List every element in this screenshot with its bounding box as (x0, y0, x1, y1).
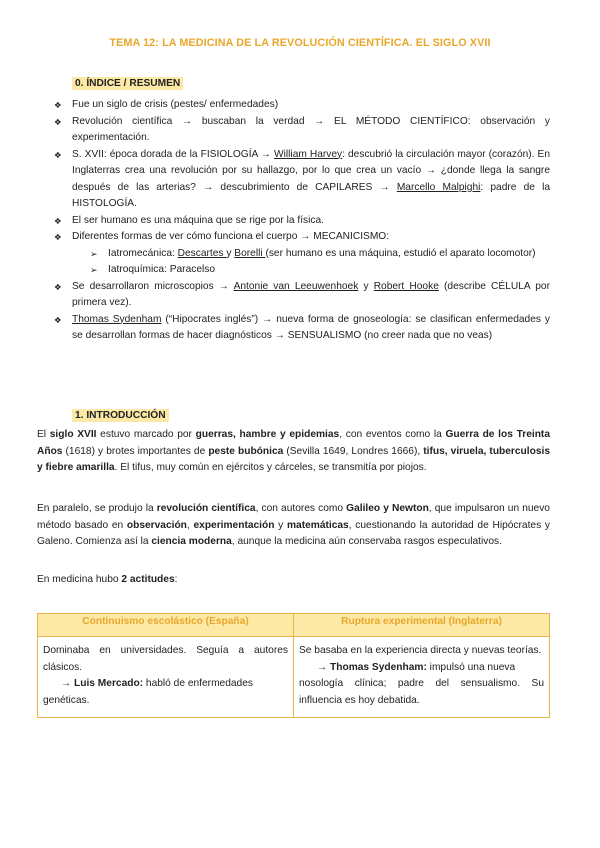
arrow-text: → (61, 678, 75, 689)
text-run: En paralelo, se produjo la (37, 503, 157, 514)
section-heading-index-label: 0. ÍNDICE / RESUMEN (72, 77, 183, 90)
section-heading-introduction (72, 408, 169, 425)
list-item (54, 312, 550, 345)
list-item (54, 114, 550, 147)
text-run: . El tifus, muy común en ejércitos y cárceles, se transmitía por piojos. (114, 462, 427, 473)
attitudes-table (37, 613, 550, 718)
text-run: , cuestionando la autoridad de Hipócrates y Galeno. Comienza así la (37, 519, 550, 547)
table-header-continuismo: Continuismo escolástico (España) (38, 614, 294, 637)
text-run: , con autores como (255, 503, 347, 514)
bullet-text: Revolución científica → buscaban la verdad → EL MÉTODO CIENTÍFICO: observación y experimentación. (72, 115, 550, 143)
cell-indented-line (299, 660, 544, 677)
bold-run: revolución científica (156, 503, 256, 514)
section-heading-index (72, 76, 183, 93)
list-item (54, 97, 550, 114)
list-item (54, 279, 550, 312)
bold-run: matemáticas (286, 519, 349, 531)
bold-run: siglo XVII (49, 429, 97, 440)
name-luis-mercado: Luis Mercado: (74, 678, 144, 689)
intro-paragraph-3 (37, 572, 550, 589)
table-row (38, 637, 550, 718)
bullet-text: : descubrió la circulación mayor (corazón). En Inglaterras crea una revolución por su hallazgo, por lo que crea un vacío → ¿donde llega la sangre después de las arterias? → descubrimiento de CAPILARES → (72, 148, 550, 193)
intro-paragraph-1 (37, 427, 550, 477)
bullet-text: (“Hipocrates inglés”) → nueva forma de gnoseología: se clasifican enfermedades y se desarrollan formas de hacer diagnósticos → SENSUALISMO (no creer nada que no veas) (72, 313, 550, 341)
text-run: y (274, 519, 287, 531)
cell-text: genéticas. (43, 694, 90, 706)
text-run: , que impulsaron un nuevo método basado en (37, 503, 550, 531)
list-item (54, 147, 550, 213)
list-item (72, 246, 550, 263)
page-title: TEMA 12: LA MEDICINA DE LA REVOLUCIÓN CIENTÍFICA. EL SIGLO XVII (109, 37, 491, 49)
cell-text: impulsó una nueva (426, 661, 516, 673)
bullet-text: y (358, 280, 374, 292)
text-run: , aunque la medicina aún conservaba rasgos especulativos. (231, 536, 502, 547)
name-thomas-sydenham-table: Thomas Sydenham: (330, 661, 427, 673)
text-run: : (174, 574, 178, 585)
bold-run: Galileo y Newton (346, 503, 429, 514)
bullet-text: S. XVII: época dorada de la FISIOLOGÍA → (72, 148, 275, 160)
bold-run: tifus, viruela, tuberculosis y fiebre amarilla (37, 445, 550, 473)
table-header-row (38, 614, 550, 637)
summary-bullet-list (54, 97, 550, 345)
name-robert-hooke: Robert Hooke (373, 280, 439, 292)
intro-paragraph-2 (37, 501, 550, 551)
sub-bullet-text: Iatroquímica: Paracelso (108, 264, 216, 275)
text-run: (Sevilla 1649, Londres 1666), (283, 445, 424, 457)
bullet-text: El ser humano es una máquina que se rige por la física. (72, 214, 325, 226)
cell-text: Dominaba en universidades. Seguía a autores clásicos. (43, 645, 288, 673)
section-heading-introduction-label: 1. INTRODUCCIÓN (72, 409, 169, 422)
cell-text: nosología clínica; padre del sensualismo. Su influencia es hoy debatida. (299, 678, 544, 706)
name-borelli: Borelli (234, 247, 266, 259)
table-cell-ruptura (294, 637, 550, 718)
table-cell-continuismo (38, 637, 294, 718)
sub-bullet-text: (ser humano es una máquina, estudió el aparato locomotor) (265, 247, 536, 259)
sub-bullet-text: Iatromecánica: (108, 247, 178, 259)
bullet-text: : padre de la HISTOLOGÍA. (72, 181, 550, 209)
bold-run: Guerra de los Treinta Años (37, 429, 550, 457)
cell-indented-line (43, 676, 288, 693)
bold-run: experimentación (193, 519, 275, 531)
bold-run: peste bubónica (208, 445, 284, 457)
bold-run: ciencia moderna (151, 536, 232, 547)
name-marcello-malpighi: Marcello Malpighi (396, 181, 481, 193)
name-william-harvey: William Harvey (274, 148, 343, 160)
text-run: El (37, 429, 50, 440)
table-header-ruptura: Ruptura experimental (Inglaterra) (294, 614, 550, 637)
bold-run: observación (126, 519, 187, 531)
bullet-text: Fue un siglo de crisis (pestes/ enfermedades) (72, 99, 279, 110)
text-run: , (186, 519, 194, 531)
text-run: En medicina hubo (37, 574, 122, 585)
mecanicismo-sub-list (72, 246, 550, 279)
list-item (72, 262, 550, 279)
text-run: estuvo marcado por (96, 429, 196, 440)
cell-text: habló de enfermedades (143, 678, 253, 689)
text-run: (1618) y brotes importantes de (62, 445, 209, 457)
bold-run: 2 actitudes (121, 574, 175, 585)
list-item (54, 229, 550, 279)
bullet-text: Se desarrollaron microscopios → (72, 280, 234, 292)
arrow-text: → (317, 661, 331, 673)
sub-bullet-text: y (226, 247, 235, 259)
cell-text: Se basaba en la experiencia directa y nuevas teorías. (299, 645, 542, 656)
name-leeuwenhoek: Antonie van Leeuwenhoek (233, 280, 359, 292)
list-item (54, 213, 550, 230)
name-thomas-sydenham: Thomas Sydenham (72, 313, 162, 325)
bold-run: guerras, hambre y epidemias (195, 429, 340, 440)
text-run: , con eventos como la (339, 429, 446, 440)
name-descartes: Descartes (177, 247, 227, 259)
bullet-text: Diferentes formas de ver cómo funciona el cuerpo → MECANICISMO: (72, 231, 390, 242)
bullet-text: (describe CÉLULA por primera vez). (72, 280, 550, 308)
